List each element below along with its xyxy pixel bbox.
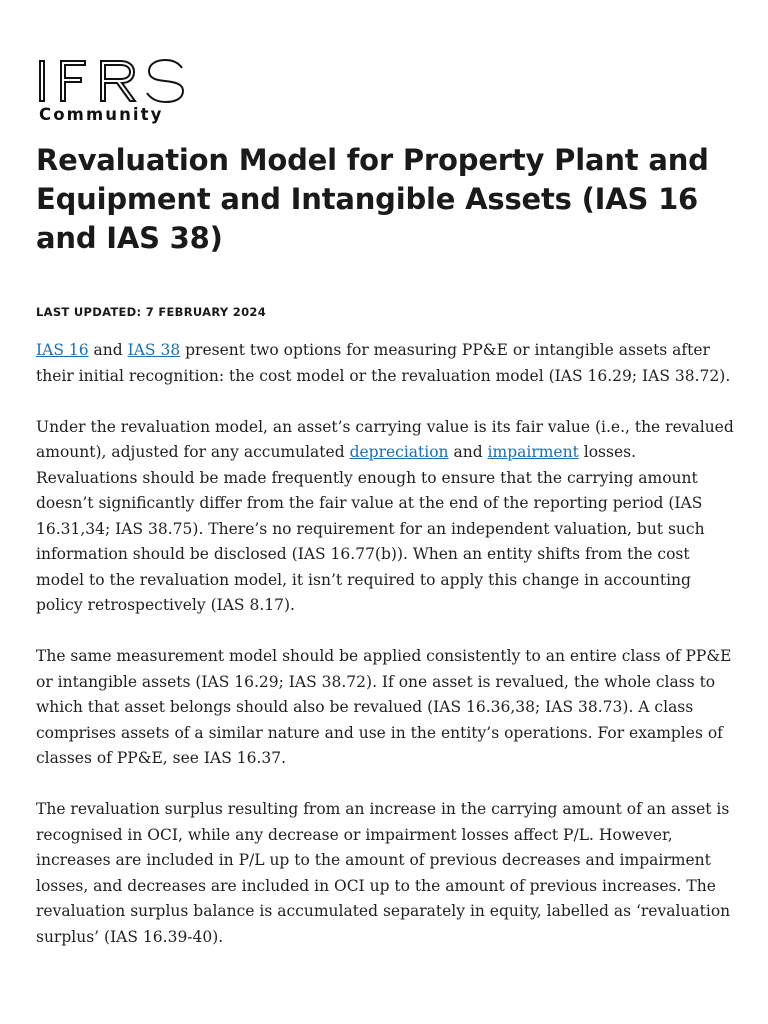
paragraph-text: Under the revaluation model, an asset’s carrying value is its fair value (i.e., the revalued amount), adjusted for any accumulated (36, 417, 734, 461)
link-ias-16[interactable]: IAS 16 (36, 341, 89, 359)
paragraph-intro (36, 338, 736, 389)
paragraph-text: losses. Revaluations should be made frequently enough to ensure that the carrying amount doesn’t significantly differ from the fair value at the end of the reporting period (IAS 16.31,34; IAS 38.75). There’s no requirement for an independent valuation, but such information should be disclosed (IAS 16.77(b)). When an entity shifts from the cost model to the revaluation model, it isn’t required to apply this change in accounting policy retrospectively (IAS 8.17). (36, 443, 705, 614)
paragraph-text: present two options for measuring PP&E or intangible assets after their initial recognition: the cost model or the revaluation model (IAS 16.29; IAS 38.72). (36, 341, 731, 385)
paragraph-revaluation-surplus: The revaluation surplus resulting from an increase in the carrying amount of an asset is recognised in OCI, while any decrease or impairment losses affect P/L. However, increases are included in P/L up to the amount of previous decreases and impairment losses, and decreases are included in OCI up to the amount of previous increases. The revaluation surplus balance is accumulated separately in equity, labelled as ‘revaluation surplus’ (IAS 16.39-40). (36, 800, 731, 946)
logo-subtitle: Community (39, 105, 164, 124)
link-ias-38[interactable]: IAS 38 (127, 341, 181, 359)
link-depreciation[interactable]: depreciation (349, 443, 449, 461)
link-impairment[interactable]: impairment (487, 443, 579, 461)
ifrs-logo-mark (38, 58, 190, 104)
paragraph-revaluation-model (36, 415, 736, 619)
paragraph-text: and (88, 341, 128, 359)
paragraph-text: and (448, 443, 488, 461)
article-body (36, 338, 736, 976)
article-title: Revaluation Model for Property Plant and Equipment and Intangible Assets (IAS 16 and IAS 38) (36, 143, 709, 255)
last-updated-date: LAST UPDATED: 7 FEBRUARY 2024 (36, 305, 267, 319)
ifrs-community-logo[interactable] (38, 58, 190, 128)
paragraph-measurement-class: The same measurement model should be applied consistently to an entire class of PP&E or intangible assets (IAS 16.29; IAS 38.72). If one asset is revalued, the whole class to which that asset belongs should also be revalued (IAS 16.36,38; IAS 38.73). A class comprises assets of a similar nature and use in the entity’s operations. For examples of classes of PP&E, see IAS 16.37. (36, 647, 732, 767)
